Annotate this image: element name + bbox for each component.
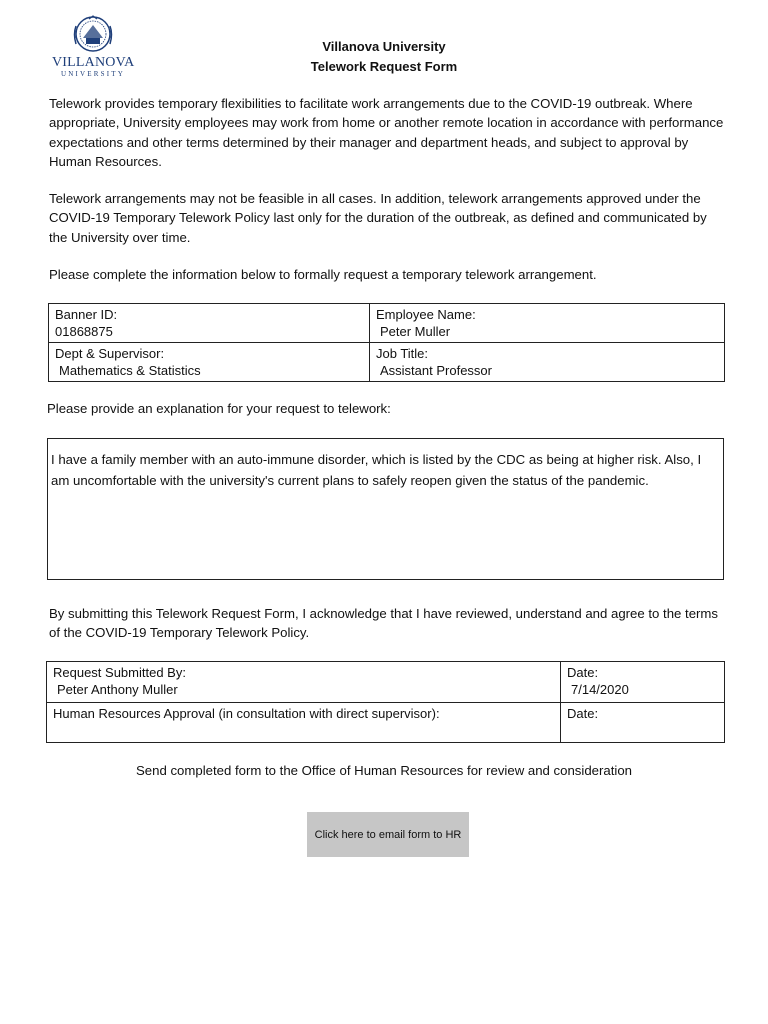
submitted-by-cell[interactable] [47, 662, 561, 703]
employee-name-cell[interactable] [370, 304, 725, 343]
submitted-date-label: Date: [567, 665, 599, 680]
email-hr-button[interactable]: Click here to email form to HR [307, 812, 469, 857]
hr-date-label: Date: [567, 706, 599, 721]
send-instructions: Send completed form to the Office of Human Resources for review and consideration [135, 763, 632, 778]
explanation-text: I have a family member with an auto-immune disorder, which is listed by the CDC as being at higher risk. Also, I am uncomfortable with the university's current plans to safely reopen given the status of the pandemic. [51, 452, 702, 488]
banner-id-label: Banner ID: [55, 307, 118, 322]
submitted-date-cell[interactable] [561, 662, 725, 703]
logo-subtext: UNIVERSITY [61, 70, 125, 78]
explanation-textarea[interactable] [47, 438, 724, 580]
intro-paragraph-2: Telework arrangements may not be feasible in all cases. In addition, telework arrangements approved under the COVID-19 Temporary Telework Policy last only for the duration of the outbreak, as defined and communicated by the University over time. [49, 191, 707, 245]
explanation-prompt: Please provide an explanation for your request to telework: [47, 401, 391, 416]
form-title: Telework Request Form [310, 59, 458, 74]
submitted-by-label: Request Submitted By: [53, 665, 186, 680]
employee-name-value: Peter Muller [380, 324, 451, 339]
employee-name-label: Employee Name: [376, 307, 476, 322]
job-title-label: Job Title: [376, 346, 429, 361]
banner-id-value: 01868875 [55, 324, 113, 339]
university-title: Villanova University [322, 39, 446, 54]
logo-wordmark: VILLANOVA [52, 55, 135, 70]
intro-paragraph-1: Telework provides temporary flexibilities to facilitate work arrangements due to the COVID-19 outbreak. Where appropriate, University employees may work from home or another remote location in accordance with performance expectations and other terms determined by their manager and department heads, and subject to approval by Human Resources. [49, 96, 724, 169]
submission-table [46, 661, 725, 743]
submitted-by-value: Peter Anthony Muller [57, 682, 178, 697]
dept-supervisor-value: Mathematics & Statistics [59, 363, 201, 378]
hr-approval-label: Human Resources Approval (in consultation with direct supervisor): [53, 706, 440, 721]
job-title-cell[interactable] [370, 343, 725, 382]
banner-id-cell[interactable] [49, 304, 370, 343]
employee-info-table [48, 303, 725, 382]
acknowledge-paragraph: By submitting this Telework Request Form, I acknowledge that I have reviewed, understand and agree to the terms of the COVID-19 Temporary Telework Policy. [49, 606, 719, 641]
job-title-value: Assistant Professor [380, 363, 492, 378]
hr-date-cell[interactable] [561, 703, 725, 743]
dept-supervisor-label: Dept & Supervisor: [55, 346, 165, 361]
dept-supervisor-cell[interactable] [49, 343, 370, 382]
intro-paragraph-3: Please complete the information below to formally request a temporary telework arrangement. [49, 267, 597, 282]
hr-approval-cell[interactable] [47, 703, 561, 743]
submitted-date-value: 7/14/2020 [571, 682, 629, 697]
